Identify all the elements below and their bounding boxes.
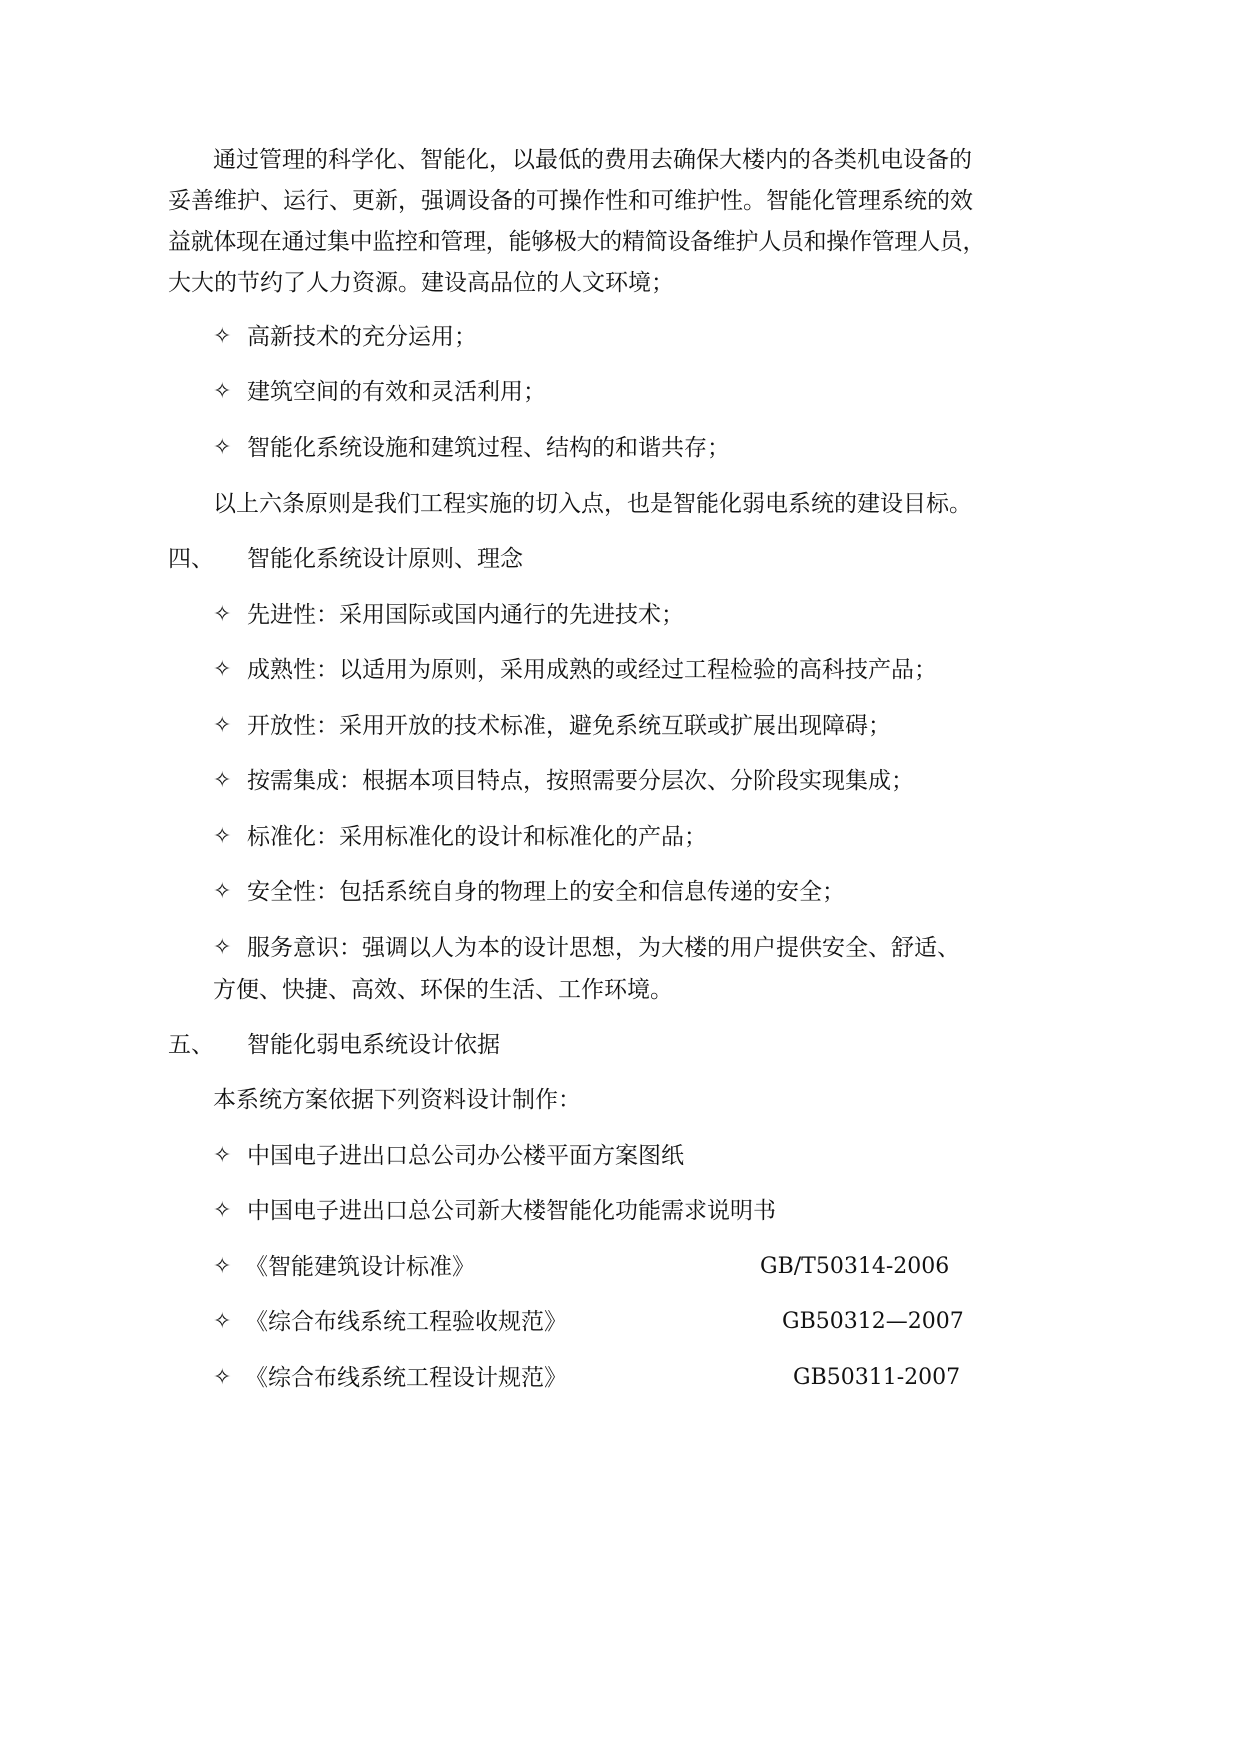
list-item: 服务意识：强调以人为本的设计思想，为大楼的用户提供安全、舒适、 — [247, 935, 960, 961]
standard-code: GB50311-2007 — [793, 1365, 961, 1390]
intro-line-3: 益就体现在通过集中监控和管理，能够极大的精简设备维护人员和操作管理人员， — [168, 229, 986, 255]
bullet-diamond-icon: ✧ — [213, 1143, 232, 1168]
standard-code: GB50312—2007 — [782, 1309, 964, 1334]
standard-name: 《智能建筑设计标准》 — [245, 1254, 475, 1280]
list-item: 建筑空间的有效和灵活利用； — [247, 379, 546, 405]
list-item: 智能化系统设施和建筑过程、结构的和谐共存； — [247, 435, 730, 461]
list-item: 中国电子进出口总公司新大楼智能化功能需求说明书 — [247, 1198, 776, 1224]
bullet-diamond-icon: ✧ — [213, 324, 232, 349]
section-4-number: 四、 — [168, 546, 214, 572]
summary-text: 以上六条原则是我们工程实施的切入点，也是智能化弱电系统的建设目标。 — [213, 491, 972, 517]
bullet-diamond-icon: ✧ — [213, 824, 232, 849]
intro-line-2: 妥善维护、运行、更新，强调设备的可操作性和可维护性。智能化管理系统的效 — [168, 188, 973, 214]
standard-code: GB/T50314-2006 — [760, 1254, 950, 1279]
bullet-diamond-icon: ✧ — [213, 713, 232, 738]
list-item: 先进性：采用国际或国内通行的先进技术； — [247, 602, 684, 628]
section-4-title: 智能化系统设计原则、理念 — [247, 546, 523, 572]
basis-intro-text: 本系统方案依据下列资料设计制作： — [213, 1087, 581, 1113]
list-item: 高新技术的充分运用； — [247, 324, 477, 350]
list-item: 开放性：采用开放的技术标准，避免系统互联或扩展出现障碍； — [247, 713, 891, 739]
section-5-title: 智能化弱电系统设计依据 — [247, 1032, 500, 1058]
standard-name: 《综合布线系统工程设计规范》 — [245, 1365, 567, 1391]
list-item: 标准化：采用标准化的设计和标准化的产品； — [247, 824, 707, 850]
bullet-diamond-icon: ✧ — [213, 1309, 232, 1334]
list-item-continuation: 方便、快捷、高效、环保的生活、工作环境。 — [213, 977, 673, 1003]
bullet-diamond-icon: ✧ — [213, 935, 232, 960]
bullet-diamond-icon: ✧ — [213, 879, 232, 904]
standard-name: 《综合布线系统工程验收规范》 — [245, 1309, 567, 1335]
bullet-diamond-icon: ✧ — [213, 1254, 232, 1279]
intro-line-1: 通过管理的科学化、智能化，以最低的费用去确保大楼内的各类机电设备的 — [213, 147, 972, 173]
list-item: 安全性：包括系统自身的物理上的安全和信息传递的安全； — [247, 879, 845, 905]
bullet-diamond-icon: ✧ — [213, 602, 232, 627]
bullet-diamond-icon: ✧ — [213, 768, 232, 793]
intro-line-4: 大大的节约了人力资源。建设高品位的人文环境； — [168, 270, 674, 296]
list-item: 中国电子进出口总公司办公楼平面方案图纸 — [247, 1143, 684, 1169]
bullet-diamond-icon: ✧ — [213, 1365, 232, 1390]
list-item: 按需集成：根据本项目特点，按照需要分层次、分阶段实现集成； — [247, 768, 914, 794]
bullet-diamond-icon: ✧ — [213, 435, 232, 460]
section-5-number: 五、 — [168, 1032, 214, 1058]
list-item: 成熟性：以适用为原则，采用成熟的或经过工程检验的高科技产品； — [247, 657, 937, 683]
bullet-diamond-icon: ✧ — [213, 379, 232, 404]
bullet-diamond-icon: ✧ — [213, 657, 232, 682]
bullet-diamond-icon: ✧ — [213, 1198, 232, 1223]
